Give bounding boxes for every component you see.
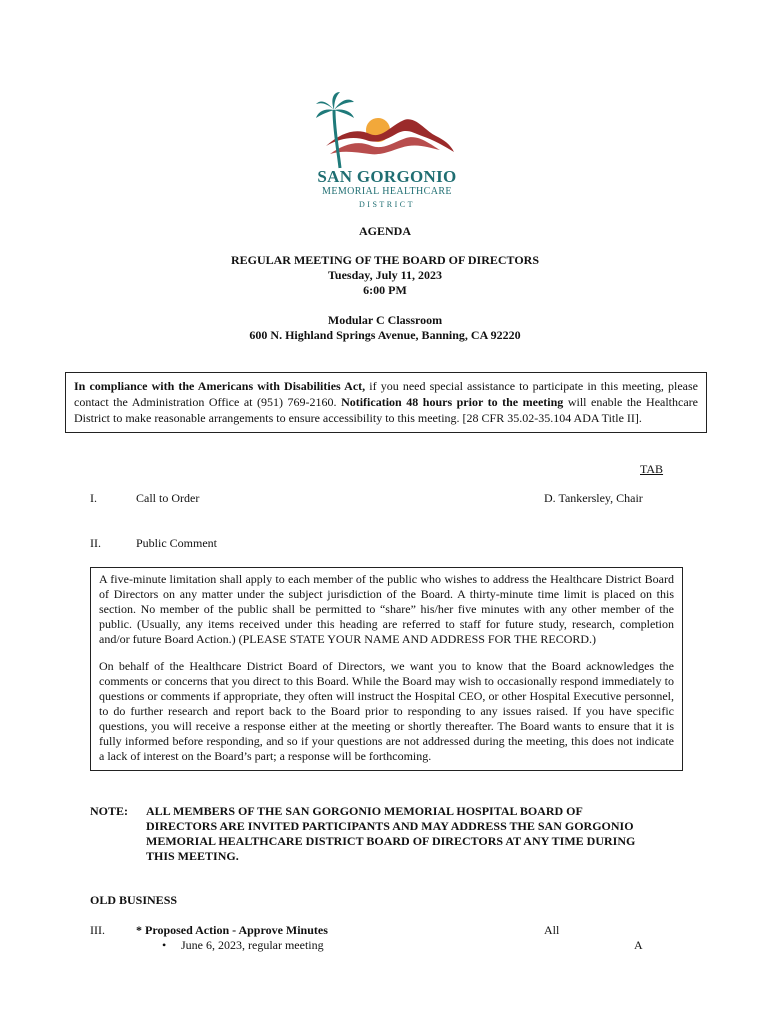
meeting-date: Tuesday, July 11, 2023 [328, 268, 442, 282]
public-comment-paragraph-1: A five-minute limitation shall apply to each member of the public who wishes to address the Healthcare District Board of Directors on any matter under the subject jurisdiction of the Board. A thirty-minute time limit is placed on this section. No member of the public shall be permitted to “share” his/her five minutes with any other member of the public. (Usually, any items received under this heading are referred to staff for future study, research, completion and/or future Board Action.) (PLEASE STATE YOUR NAME AND ADDRESS FOR THE RECORD.) [99, 572, 674, 646]
note-label: NOTE: [90, 804, 129, 818]
note-line-3: MEMORIAL HEALTHCARE DISTRICT BOARD OF DIRECTORS AT ANY TIME DURING [146, 834, 636, 848]
note-text [146, 804, 686, 864]
item-1-number: I. [90, 491, 97, 505]
ada-notice-bold-lead: In compliance with the Americans with Disabilities Act, [74, 379, 366, 393]
ada-notice-bold-mid: Notification 48 hours prior to the meeting [341, 395, 564, 409]
ada-notice-box [65, 372, 707, 433]
logo-text-line3: DISTRICT [359, 200, 415, 209]
meeting-time: 6:00 PM [363, 283, 407, 297]
item-3-tab: A [634, 938, 643, 952]
bullet-icon: • [162, 938, 167, 952]
item-3-sub-bullet: June 6, 2023, regular meeting [181, 938, 324, 952]
public-comment-paragraph-2: On behalf of the Healthcare District Board of Directors, we want you to know that the Board acknowledges the comments or concerns that you direct to this Board. While the Board may wish to occasionally respond immediately to questions or comments if appropriate, they often will instruct the Hospital CEO, or other Hospital Executive personnel, to do further research and report back to the Board prior to responding to any issues raised. If you have specific questions, you will receive a response either at the meeting or shortly thereafter. The Board wants to ensure that it is fully informed before responding, and so if your questions are not addressed during the meeting, this does not indicate a lack of interest on the Board’s part; a response will be forthcoming. [99, 659, 674, 763]
item-3-title: * Proposed Action - Approve Minutes [136, 923, 328, 937]
logo-text-line2: MEMORIAL HEALTHCARE [322, 186, 452, 197]
item-3-number: III. [90, 923, 105, 937]
item-2-number: II. [90, 536, 101, 550]
public-comment-box [90, 567, 683, 771]
logo-palm-leaf-4 [334, 109, 354, 118]
agenda-heading: AGENDA [358, 224, 411, 238]
logo-palm-leaf-3 [334, 100, 354, 110]
tab-column-header: TAB [640, 462, 664, 476]
item-1-title: Call to Order [136, 491, 200, 505]
old-business-heading: OLD BUSINESS [90, 893, 178, 907]
logo-palm-leaf-1 [316, 102, 334, 110]
meeting-title: REGULAR MEETING OF THE BOARD OF DIRECTORS [230, 253, 540, 267]
location-name: Modular C Classroom [327, 313, 443, 327]
ada-notice-text-2: will enable the Healthcare District to make reasonable arrangements to ensure accessibility to this meeting. [28 CFR 35.02-35.104 ADA Title II]. [74, 395, 698, 425]
logo-text-line1: SAN GORGONIO [317, 167, 457, 186]
note-line-4: THIS MEETING. [146, 849, 239, 863]
logo-palm-leaf-5 [316, 109, 334, 118]
item-1-presenter: D. Tankersley, Chair [544, 491, 643, 505]
district-logo [312, 90, 462, 212]
item-2-title: Public Comment [136, 536, 217, 550]
logo-graphic [312, 90, 462, 170]
note-line-1: ALL MEMBERS OF THE SAN GORGONIO MEMORIAL HOSPITAL BOARD OF [146, 804, 583, 818]
location-address: 600 N. Highland Springs Avenue, Banning, CA 92220 [249, 328, 521, 342]
ada-notice-text-1: if you need special assistance to participate in this meeting, please contact the Administration Office at (951) 769-2160. [74, 379, 699, 409]
note-line-2: DIRECTORS ARE INVITED PARTICIPANTS AND MAY ADDRESS THE SAN GORGONIO [146, 819, 634, 833]
item-3-presenter: All [544, 923, 560, 937]
